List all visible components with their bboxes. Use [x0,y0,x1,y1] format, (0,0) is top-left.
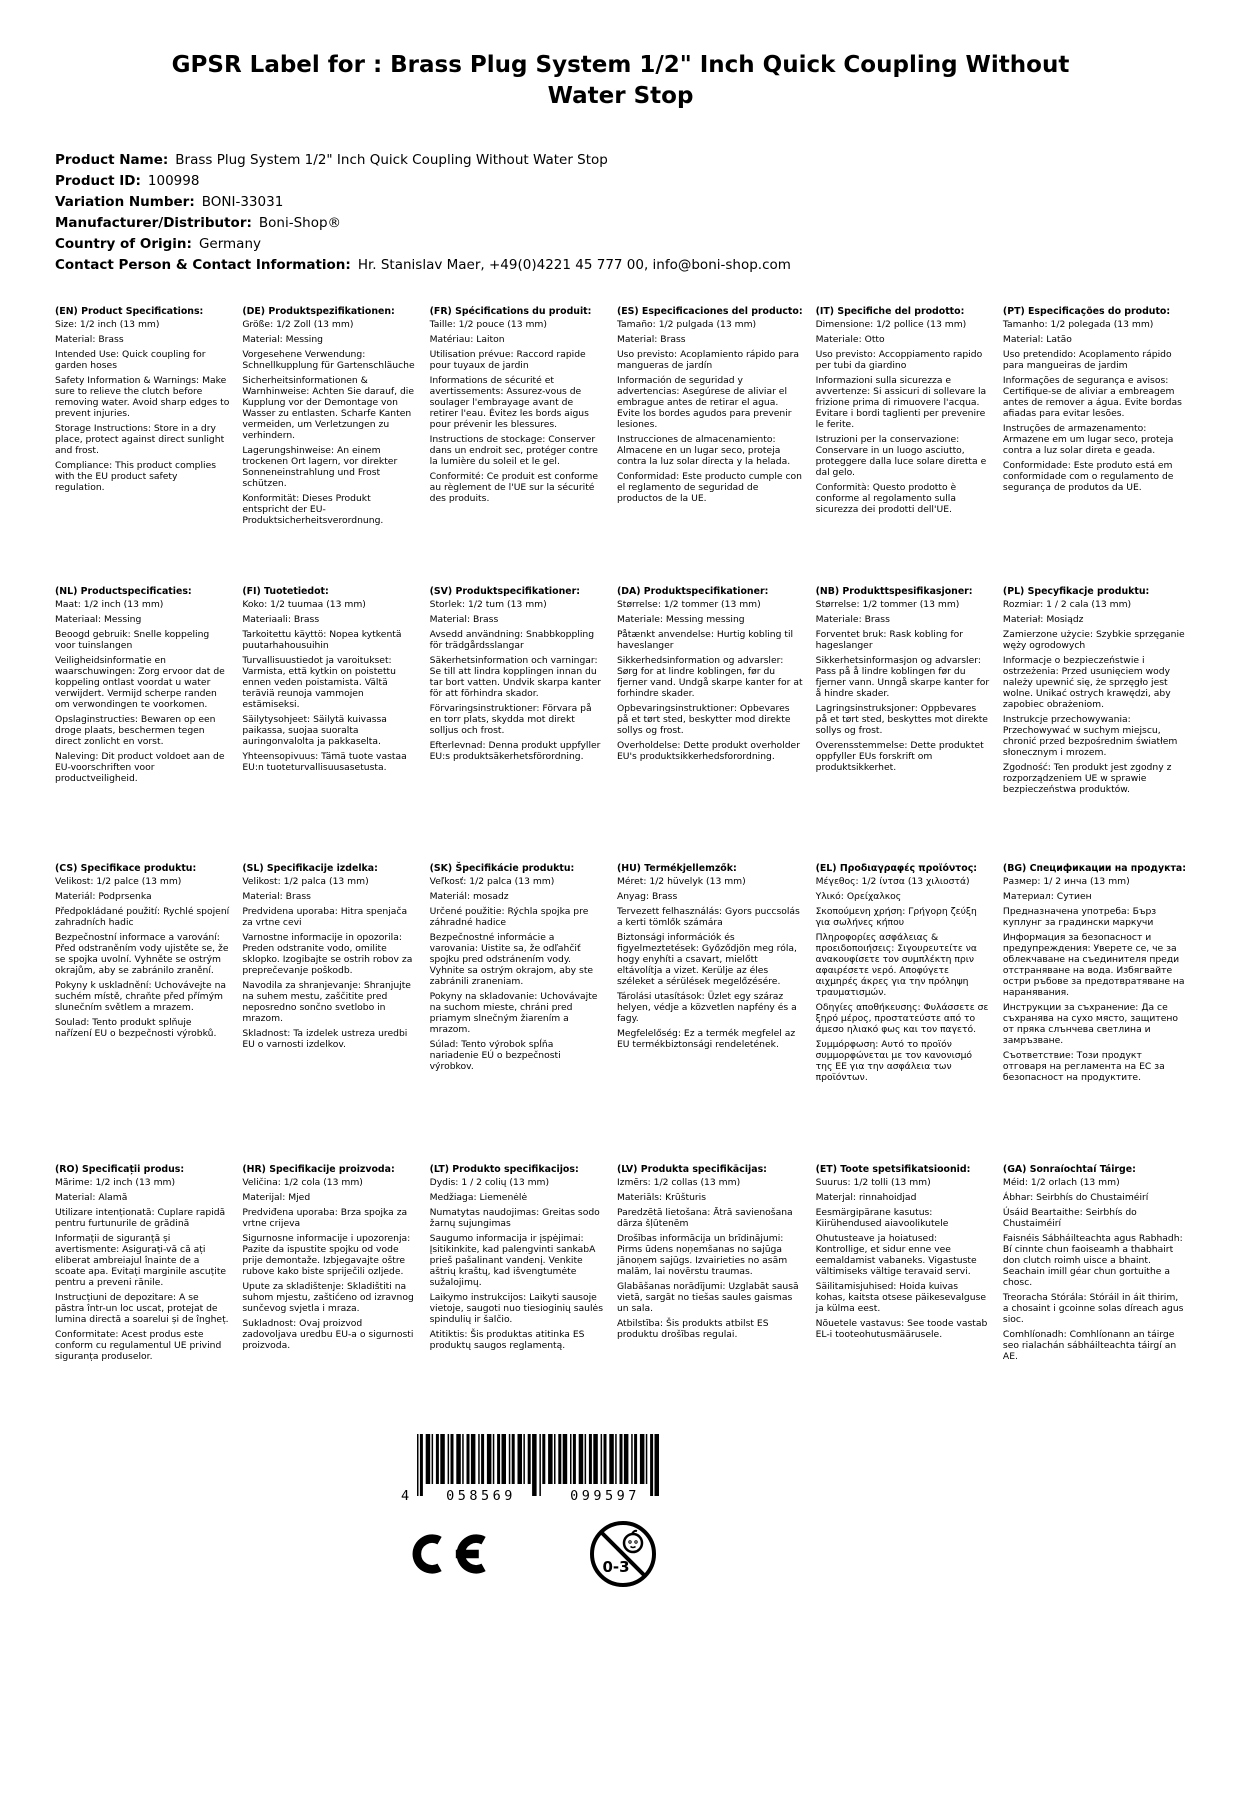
spec-paragraph: Instructions de stockage: Conserver dans un endroit sec, protéger contre la lumière du soleil et le gel. [429,433,598,467]
product-id-label: Product ID: [55,173,141,189]
spec-paragraph: Tárolási utasítások: Üzlet egy száraz helyen, védje a közvetlen napfény és a fagy. [616,990,797,1024]
spec-header: (SK) Špecifikácie produktu: [429,863,575,874]
spec-paragraph: Istruzioni per la conservazione: Conservare in un luogo asciutto, proteggere dalla luce solare diretta e dal gelo. [815,433,987,478]
spec-paragraph: Taille: 1/2 pouce (13 mm) [429,318,547,330]
spec-paragraph: Πληροφορίες ασφάλειας & προειδοποιήσεις: Σιγουρευτείτε να ανακουφίσετε τον συμπλέκτη πριν αφαιρέσετε νερό. Αποφύγετε αιχμηρές άκρες για την πρόληψη τραυματισμών. [815,931,977,998]
spec-paragraph: Velikost: 1/2 palce (13 mm) [55,875,182,887]
country-of-origin-label: Country of Origin: [55,236,192,252]
spec-paragraph: Instruções de armazenamento: Armazene em um lugar seco, proteja contra a luz solar direta e geada. [1002,422,1174,456]
spec-paragraph: Materiāls: Krūšturis [616,1191,707,1203]
spec-header: (NL) Productspecificaties: [55,586,192,597]
spec-paragraph: Veličina: 1/2 cola (13 mm) [242,1176,363,1188]
spec-paragraph: Beoogd gebruik: Snelle koppeling voor tuinslangen [55,628,210,651]
age-restriction-0-3-icon [588,1519,658,1589]
manufacturer-label: Manufacturer/Distributor: [55,215,252,231]
spec-paragraph: Materijal: Mjed [242,1191,311,1203]
spec-paragraph: Materiale: Otto [815,333,885,345]
spec-paragraph: Zamierzone użycie: Szybkie sprzęganie węży ogrodowych [1002,628,1185,651]
spec-paragraph: Mărime: 1/2 inch (13 mm) [55,1176,176,1188]
spec-paragraph: Sikkerhetsinformasjon og advarsler: Pass på å lindre koblingen før du fjerner vann. Unngå skarpe kanter for å hindre skader. [815,654,990,699]
spec-paragraph: Medžiaga: Liemenėlė [429,1191,528,1203]
spec-paragraph: Size: 1/2 inch (13 mm) [55,318,160,330]
contact-label: Contact Person & Contact Information: [55,257,351,273]
spec-paragraph: Informazioni sulla sicurezza e avvertenze: Si assicuri di sollevare la frizione prima di rimuovere l'acqua. Evitare i bordi taglienti per prevenire le ferite. [815,374,987,430]
spec-paragraph: Storage Instructions: Store in a dry place, protect against direct sunlight and frost. [55,422,225,456]
spec-paragraph: Matériau: Laiton [429,333,505,345]
spec-paragraph: Veľkosť: 1/2 palca (13 mm) [429,875,555,887]
product-name-value: Brass Plug System 1/2" Inch Quick Coupling Without Water Stop [175,152,608,168]
spec-header: (GA) Sonraíochtaí Táirge: [1002,1164,1136,1175]
spec-paragraph: Säilytysohjeet: Säilytä kuivassa paikassa, suojaa suoralta auringonvalolta ja pakkaselta. [242,713,387,747]
spec-paragraph: Navodila za shranjevanje: Shranjujte na suhem mestu, zaščitite pred neposredno sončno svetlobo in mrazom. [242,979,411,1024]
spec-paragraph: Conformità: Questo prodotto è conforme al regolamento sulla sicurezza dei prodotti dell'UE. [815,481,957,515]
spec-paragraph: Conformitate: Acest produs este conform cu regulamentul UE privind siguranța produselor. [55,1328,222,1362]
country-of-origin-row [55,234,1186,255]
spec-paragraph: Informații de siguranță și avertismente: Asigurați-vă că ați eliberat ambreiajul înainte de a scoate apa. Evitați marginile ascuțite pentru a preveni rănile. [55,1232,227,1288]
spec-header: (NB) Produkttspesifikasjoner: [815,586,973,597]
spec-paragraph: Ohutusteave ja hoiatused: Kontrollige, et sidur enne vee eemaldamist vabaneks. Vigastuste vältimiseks vältige teravaid servi. [815,1232,977,1277]
spec-paragraph: Conformité: Ce produit est conforme au règlement de l'UE sur la sécurité des produits. [429,470,599,504]
spec-paragraph: Faisnéis Sábháilteachta agus Rabhadh: Bí cinnte chun faoiseamh a thabhairt don clutch roimh uisce a bhaint. Seachain imill géar chun gortuithe a chosc. [1002,1232,1183,1288]
spec-paragraph: Opbevaringsinstruktioner: Opbevares på et tørt sted, beskytter mod direkte sollys og frost. [616,702,791,736]
ce-mark-icon [408,1531,496,1577]
spec-paragraph: Maat: 1/2 inch (13 mm) [55,598,164,610]
spec-paragraph: Drošības informācija un brīdinājumi: Pirms ūdens noņemšanas no sajūga jānoņem sajūgs. Izvairieties no asām malām, lai novērstu traumas. [616,1232,788,1277]
spec-paragraph: Biztonsági információk és figyelmeztetések: Győződjön meg róla, hogy enyhíti a csavart, mielőtt eltávolítja a vizet. Kerülje az éles széleket a sérülések megelőzésére. [616,931,797,987]
country-of-origin-value: Germany [198,236,261,252]
spec-paragraph: Předpokládané použití: Rychlé spojení zahradních hadic [55,905,230,928]
spec-block-bg [1003,863,1186,1164]
spec-paragraph: Materiál: mosadz [429,890,509,902]
spec-paragraph: Velikost: 1/2 palca (13 mm) [242,875,369,887]
spec-paragraph: Méid: 1/2 orlach (13 mm) [1002,1176,1120,1188]
spec-paragraph: Bezpečnostné informácie a varovania: Uistite sa, že odľahčiť spojku pred odstránením vody. Vyhnite sa ostrým okrajom, aby ste zabránili zraneniam. [429,931,594,987]
spec-paragraph: Ábhar: Seirbhís do Chustaiméirí [1002,1191,1149,1203]
spec-paragraph: Dydis: 1 / 2 colių (13 mm) [429,1176,550,1188]
spec-header: (EL) Προδιαγραφές προϊόντος: [815,863,978,874]
spec-paragraph: Atbilstība: Šis produkts atbilst ES produktu drošības regulai. [616,1317,769,1340]
spec-paragraph: Soulad: Tento produkt splňuje nařízení EU o bezpečnosti výrobků. [55,1016,217,1039]
spec-paragraph: Lagringsinstruksjoner: Oppbevares på et tørt sted, beskyttes mot direkte sollys og frost. [815,702,988,736]
barcode [393,1432,703,1510]
spec-grid [55,306,1186,1426]
spec-paragraph: Materjal: rinnahoidjad [815,1191,917,1203]
spec-paragraph: Safety Information & Warnings: Make sure to relieve the clutch before removing water. Avoid sharp edges to prevent injuries. [55,374,230,419]
spec-paragraph: Conformidad: Este producto cumple con el reglamento de seguridad de productos de la UE. [616,470,803,504]
manufacturer-value: Boni-Shop® [258,215,342,231]
spec-paragraph: Materiál: Podprsenka [55,890,152,902]
spec-paragraph: Numatytas naudojimas: Greitas sodo žarnų sujungimas [429,1206,600,1229]
spec-paragraph: Zgodność: Ten produkt jest zgodny z rozporządzeniem UE w sprawie bezpieczeństwa produktów. [1002,761,1172,795]
product-id-value: 100998 [147,173,200,189]
spec-paragraph: Forventet bruk: Rask kobling for hageslanger [815,628,964,651]
spec-paragraph: Tamanho: 1/2 polegada (13 mm) [1002,318,1154,330]
spec-paragraph: Uso pretendido: Acoplamento rápido para mangueiras de jardim [1002,348,1172,371]
spec-paragraph: Overensstemmelse: Dette produktet oppfyller EUs forskrift om produktsikkerhet. [815,739,984,773]
spec-paragraph: Material: Brass [616,333,686,345]
spec-paragraph: Upute za skladištenje: Skladištiti na suhom mjestu, zaštićeno od izravnog sunčevog svjetla i mraza. [242,1280,414,1314]
spec-block-da [617,586,803,863]
spec-header: (CS) Specifikace produktu: [55,863,197,874]
spec-block-it [816,306,990,586]
spec-paragraph: Dimensione: 1/2 pollice (13 mm) [815,318,967,330]
spec-header: (LT) Produkto specifikacijos: [429,1164,579,1175]
spec-paragraph: Naleving: Dit product voldoet aan de EU-voorschriften voor productveiligheid. [55,750,225,784]
spec-block-fr [430,306,604,586]
spec-paragraph: Instrukcje przechowywania: Przechowywać w suchym miejscu, chronić przed bezpośrednim światłem słonecznym i mrozem. [1002,713,1178,758]
spec-paragraph: Instrucțiuni de depozitare: A se păstra într-un loc uscat, protejat de lumina directă a soarelui și de îngheț. [55,1291,229,1325]
spec-header: (EN) Product Specifications: [55,306,204,317]
spec-paragraph: Größe: 1/2 Zoll (13 mm) [242,318,354,330]
spec-paragraph: Overholdelse: Dette produkt overholder EU's produktsikkerhedsforordning. [616,739,800,762]
spec-paragraph: Méret: 1/2 hüvelyk (13 mm) [616,875,746,887]
spec-paragraph: Pokyny na skladovanie: Uchovávajte na suchom mieste, chráni pred priamym slnečným žiarením a mrazom. [429,990,598,1035]
spec-block-en [55,306,229,586]
spec-block-nb [816,586,990,863]
spec-paragraph: Utilisation prévue: Raccord rapide pour tuyaux de jardin [429,348,586,371]
spec-block-lt [430,1164,604,1426]
spec-paragraph: Συμμόρφωση: Αυτό το προϊόν συμμορφώνεται με τον κανονισμό της ΕΕ για την ασφάλεια των προϊόντων. [815,1038,973,1083]
barcode-left-digit: 4 [401,1488,413,1504]
spec-block-el [816,863,990,1164]
spec-header: (BG) Спецификации на продукта: [1002,863,1186,874]
spec-paragraph: Konformität: Dieses Produkt entspricht der EU-Produktsicherheitsverordnung. [242,492,384,526]
spec-block-nl [55,586,229,863]
age-range-label: 0-3 [602,1558,630,1576]
spec-paragraph: Säilitamisjuhised: Hoida kuivas kohas, kaitsta otsese päikesevalguse ja külma eest. [815,1280,987,1314]
spec-paragraph: Lagerungshinweise: An einem trockenen Ort lagern, vor direkter Sonneneinstrahlung und Frost schützen. [242,444,398,489]
spec-paragraph: Tarkoitettu käyttö: Nopea kytkentä puutarhahousuihin [242,628,402,651]
spec-block-et [816,1164,990,1426]
spec-paragraph: Storlek: 1/2 tum (13 mm) [429,598,547,610]
spec-block-cs [55,863,229,1164]
spec-paragraph: Material: Brass [429,613,499,625]
spec-paragraph: Förvaringsinstruktioner: Förvara på en torr plats, skydda mot direkt solljus och frost. [429,702,592,736]
spec-header: (RO) Specificații produs: [55,1164,185,1175]
spec-paragraph: Určené použitie: Rýchla spojka pre záhradné hadice [429,905,589,928]
spec-header: (IT) Specifiche del prodotto: [815,306,965,317]
spec-paragraph: Eesmärgipärane kasutus: Kiirühendused aiavoolikutele [815,1206,949,1229]
barcode-image [393,1432,703,1510]
spec-header: (LV) Produkta specifikācijas: [616,1164,767,1175]
spec-paragraph: Påtænkt anvendelse: Hurtig kobling til haveslanger [616,628,794,651]
spec-paragraph: Material: Alamă [55,1191,128,1203]
spec-paragraph: Størrelse: 1/2 tommer (13 mm) [815,598,960,610]
spec-paragraph: Material: Messing [242,333,324,345]
spec-paragraph: Informacje o bezpieczeństwie i ostrzeżenia: Przed usunięciem wody należy upewnić się, że sprzęgło jest wolne. Unikać ostrych krawędzi, aby zapobiec obrażeniom. [1002,654,1171,710]
spec-header: (FI) Tuotetiedot: [242,586,329,597]
spec-paragraph: Comhlíonadh: Comhlíonann an táirge seo rialachán sábháilteachta táirgí an AE. [1002,1328,1177,1362]
spec-paragraph: Treoracha Stórála: Stóráil in áit thirim, a chosaint i gcoinne solas díreach agus sioc. [1002,1291,1184,1325]
contact-row [55,255,1186,276]
spec-block-sv [430,586,604,863]
spec-header: (SL) Specifikacije izdelka: [242,863,378,874]
spec-paragraph: Utilizare intenționată: Cuplare rapidă pentru furtunurile de grădină [55,1206,226,1229]
spec-paragraph: Информация за безопасност и предупреждения: Уверете се, че за облекчаване на съединителя преди отстраняване на вода. Избягвайте остри ръбове за предотвратяване на наранявания. [1002,931,1185,998]
spec-block-es [617,306,803,586]
spec-paragraph: Veiligheidsinformatie en waarschuwingen: Zorg ervoor dat de koppeling ontlast voordat u water verwijdert. Vermijd scherpe randen om verwondingen te voorkomen. [55,654,225,710]
spec-paragraph: Sikkerhedsinformation og advarsler: Sørg for at lindre koblingen, før du fjerner vand. Undgå skarpe kanter for at forhindre skader. [616,654,803,699]
spec-paragraph: Инструкции за съхранение: Да се съхранява на сухо място, защитено от пряка слънчева светлина и замръзване. [1002,1001,1178,1046]
spec-paragraph: Vorgesehene Verwendung: Schnellkupplung für Gartenschläuche [242,348,415,371]
spec-header: (ET) Toote spetsifikatsioonid: [815,1164,971,1175]
spec-paragraph: Materiał: Mosiądz [1002,613,1084,625]
spec-header: (DE) Produktspezifikationen: [242,306,395,317]
spec-paragraph: Μέγεθος: 1/2 ίντσα (13 χιλιοστά) [815,875,970,887]
page-title: GPSR Label for : Brass Plug System 1/2" Inch Quick Coupling Without Water Stop [171,52,1070,109]
spec-block-pl [1003,586,1186,863]
variation-number-row [55,192,1186,213]
spec-paragraph: Izmērs: 1/2 collas (13 mm) [616,1176,741,1188]
spec-block-sk [430,863,604,1164]
footer-symbols [408,1518,1186,1590]
spec-paragraph: Tervezett felhasználás: Gyors puccsolás a kerti tömlők számára [616,905,800,928]
spec-header: (FR) Spécifications du produit: [429,306,592,317]
spec-paragraph: Uso previsto: Accoppiamento rapido per tubi da giardino [815,348,983,371]
spec-header: (ES) Especificaciones del producto: [616,306,803,317]
spec-paragraph: Informações de segurança e avisos: Certifique-se de aliviar a embreagem antes de remover a água. Evite bordas afiadas para evitar lesões. [1002,374,1182,419]
spec-paragraph: Material: Brass [242,890,311,902]
spec-paragraph: Laikymo instrukcijos: Laikyti sausoje vietoje, saugoti nuo tiesioginių saulės spindulių ir šalčio. [429,1291,603,1325]
spec-header: (DA) Produktspecifikationer: [616,586,769,597]
spec-paragraph: Glabāšanas norādījumi: Uzglabāt sausā vietā, sargāt no tiešas saules gaismas un sala. [616,1280,799,1314]
product-name-label: Product Name: [55,152,169,168]
spec-paragraph: Predviđena uporaba: Brza spojka za vrtne crijeva [242,1206,408,1229]
spec-block-hr [242,1164,416,1426]
spec-paragraph: Sicherheitsinformationen & Warnhinweise: Achten Sie darauf, die Kupplung vor der Demontage von Wasser zu entlasten. Scharfe Kanten vermeiden, um Verletzungen zu verhindern. [242,374,415,441]
spec-paragraph: Rozmiar: 1 / 2 cala (13 mm) [1002,598,1132,610]
spec-paragraph: Megfelelőség: Ez a termék megfelel az EU termékbiztonsági rendeletének. [616,1027,796,1050]
spec-paragraph: Материал: Сутиен [1002,890,1092,902]
spec-paragraph: Bezpečnostní informace a varování: Před odstraněním vody ujistěte se, že se spojka uvolní. Vyhněte se ostrým okrajům, aby se zabránilo zranění. [55,931,229,976]
product-info-block [55,150,1186,276]
spec-block-fi [242,586,416,863]
spec-block-ro [55,1164,229,1426]
spec-paragraph: Pokyny k uskladnění: Uchovávejte na suchém místě, chraňte před přímým slunečním světlem a mrazem. [55,979,227,1013]
spec-paragraph: Efterlevnad: Denna produkt uppfyller EU:s produktsäkerhetsförordning. [429,739,601,762]
spec-paragraph: Materiaal: Messing [55,613,142,625]
spec-header: (PT) Especificações do produto: [1002,306,1171,317]
spec-header: (PL) Specyfikacje produktu: [1002,586,1150,597]
spec-header: (SV) Produktspecifikationer: [429,586,580,597]
spec-paragraph: Sigurnosne informacije i upozorenja: Pazite da ispustite spojku od vode prije demontaže. Izbjegavajte oštre rubove kako biste spriječili ozljede. [242,1232,411,1277]
spec-paragraph: Materiale: Messing messing [616,613,745,625]
spec-paragraph: Nõuetele vastavus: See toode vastab EL-i tooteohutusmäärusele. [815,1317,988,1340]
spec-paragraph: Úsáid Beartaithe: Seirbhís do Chustaiméirí [1002,1206,1137,1229]
spec-paragraph: Predvidena uporaba: Hitra spenjača za vrtne cevi [242,905,408,928]
spec-paragraph: Opslaginstructies: Bewaren op een droge plaats, beschermen tegen direct zonlicht en vorst. [55,713,216,747]
spec-block-sl [242,863,416,1164]
spec-paragraph: Atitiktis: Šis produktas atitinka ES produktų saugos reglamentą. [429,1328,585,1351]
spec-header: (HR) Specifikacije proizvoda: [242,1164,395,1175]
barcode-group2: 099597 [570,1488,640,1504]
spec-paragraph: Σκοπούμενη χρήση: Γρήγορη ζεύξη για σωλήνες κήπου [815,905,977,928]
spec-block-de [242,306,416,586]
spec-paragraph: Οδηγίες αποθήκευσης: Φυλάσσετε σε ξηρό μέρος, προστατεύστε από το άμεσο ηλιακό φως και τον παγετό. [815,1001,989,1035]
spec-paragraph: Conformidade: Este produto está em conformidade com o regulamento de segurança de produtos da UE. [1002,459,1174,493]
spec-paragraph: Material: Latão [1002,333,1072,345]
spec-paragraph: Intended Use: Quick coupling for garden hoses [55,348,206,371]
spec-paragraph: Turvallisuustiedot ja varoitukset: Varmista, että kytkin on poistettu ennen veden poistamista. Vältä teräviä reunoja vammojen estämiseksi. [242,654,396,710]
spec-paragraph: Materiaali: Brass [242,613,320,625]
spec-paragraph: Koko: 1/2 tuumaa (13 mm) [242,598,366,610]
spec-paragraph: Sukladnost: Ovaj proizvod zadovoljava uredbu EU-a o sigurnosti proizvoda. [242,1317,414,1351]
spec-paragraph: Размер: 1/ 2 инча (13 mm) [1002,875,1130,887]
spec-block-pt [1003,306,1186,586]
spec-paragraph: Varnostne informacije in opozorila: Preden odstranite vodo, omilite sklopko. Izogibajte se ostrih robov za preprečevanje poškodb. [242,931,413,976]
spec-paragraph: Instrucciones de almacenamiento: Almacene en un lugar seco, proteja contra la luz solar directa y la helada. [616,433,791,467]
spec-paragraph: Yhteensopivuus: Tämä tuote vastaa EU:n tuoteturvallisuusasetusta. [242,750,407,773]
spec-paragraph: Material: Brass [55,333,124,345]
spec-paragraph: Tamaño: 1/2 pulgada (13 mm) [616,318,757,330]
spec-paragraph: Skladnost: Ta izdelek ustreza uredbi EU o varnosti izdelkov. [242,1027,408,1050]
barcode-bars [417,1434,659,1496]
spec-paragraph: Säkerhetsinformation och varningar: Se till att lindra kopplingen innan du tar bort vatten. Undvik skarpa kanter för att förhindra skador. [429,654,601,699]
spec-block-lv [617,1164,803,1426]
spec-paragraph: Saugumo informacija ir įspėjimai: Įsitikinkite, kad palengvinti sankabA prieš pašalinant vandenį. Venkite aštrių kraštų, kad išvengtumėte sužalojimų. [429,1232,596,1288]
spec-block-ga [1003,1164,1186,1426]
spec-header: (HU) Termékjellemzők: [616,863,737,874]
spec-paragraph: Información de seguridad y advertencias: Asegúrese de aliviar el embrague antes de retirar el agua. Evite los bordes agudos para prevenir lesiones. [616,374,792,430]
variation-number-label: Variation Number: [55,194,195,210]
spec-paragraph: Suurus: 1/2 tolli (13 mm) [815,1176,931,1188]
spec-paragraph: Størrelse: 1/2 tommer (13 mm) [616,598,761,610]
manufacturer-row [55,213,1186,234]
variation-number-value: BONI-33031 [201,194,284,210]
spec-paragraph: Materiale: Brass [815,613,890,625]
spec-paragraph: Υλικό: Ορείχαλκος [815,890,902,902]
barcode-group1: 058569 [446,1488,516,1504]
spec-paragraph: Compliance: This product complies with the EU product safety regulation. [55,459,217,493]
spec-paragraph: Съответствие: Този продукт отговаря на регламента на ЕС за безопасност на продуктите. [1002,1049,1165,1083]
product-name-row [55,150,1186,171]
spec-paragraph: Informations de sécurité et avertissements: Assurez-vous de soulager l'embrayage avant de retirer l'eau. Évitez les bords aigus pour prévenir les blessures. [429,374,589,430]
product-id-row [55,171,1186,192]
spec-block-hu [617,863,803,1164]
contact-value: Hr. Stanislav Maer, +49(0)4221 45 777 00, info@boni-shop.com [357,257,791,273]
spec-paragraph: Súlad: Tento výrobok spĺňa nariadenie EÚ o bezpečnosti výrobkov. [429,1038,561,1072]
spec-paragraph: Anyag: Brass [616,890,678,902]
spec-paragraph: Предназначена употреба: Бърз куплунг за градински маркучи [1002,905,1157,928]
spec-paragraph: Paredzētā lietošana: Ātrā savienošana dārza šļūtenēm [616,1206,793,1229]
spec-paragraph: Avsedd användning: Snabbkoppling för trädgårdsslangar [429,628,595,651]
spec-paragraph: Uso previsto: Acoplamiento rápido para mangueras de jardín [616,348,800,371]
